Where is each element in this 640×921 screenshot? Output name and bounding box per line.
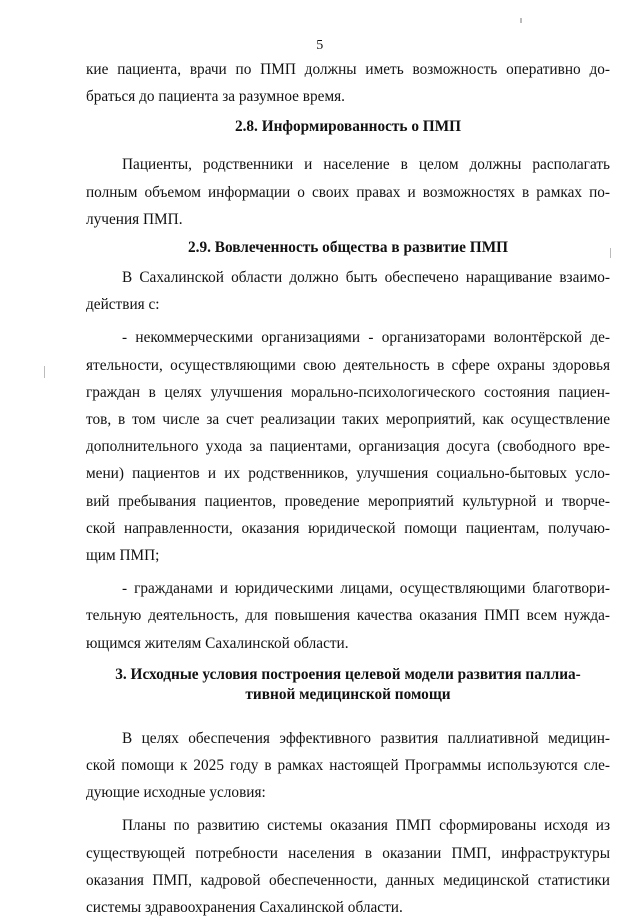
text-line: ятельности, осуществляющими свою деятельность в сфере охраны здоровья <box>86 356 610 374</box>
text-line: граждан в целях улучшения морально-психологического состояния пациен- <box>86 383 610 401</box>
text-line: ской помощи к 2025 году в рамках настоящей Программы используются сле- <box>86 757 610 775</box>
text-line: дополнительного ухода за пациентами, организация досуга (свободного вре- <box>86 438 610 456</box>
scan-speck <box>610 248 611 258</box>
paragraph-initial-conditions <box>86 725 610 807</box>
text-line: системы здравоохранения Сахалинской области. <box>86 899 403 917</box>
text-line: ской направленности, оказания юридической помощи пациентам, получаю- <box>86 519 610 537</box>
text-line: лучения ПМП. <box>86 210 183 228</box>
scan-speck <box>44 366 45 378</box>
paragraph-informedness <box>86 151 610 233</box>
text-line: Планы по развитию системы оказания ПМП сформированы исходя из <box>122 817 610 835</box>
text-line: тельную деятельность, для повышения качества оказания ПМП всем нужда- <box>86 607 610 625</box>
document-body <box>86 56 610 921</box>
section-heading-3-line2: тивной медицинской помощи <box>245 685 451 703</box>
text-line: существующей потребности населения в оказании ПМП, инфраструктуры <box>86 844 610 862</box>
text-line: мени) пациентов и их родственников, улучшения социально-бытовых усло- <box>86 465 610 483</box>
text-line: щим ПМП; <box>86 547 160 565</box>
scan-speck <box>520 18 522 23</box>
text-line: В целях обеспечения эффективного развития паллиативной медицин- <box>122 729 610 747</box>
section-heading-3-line1: 3. Исходные условия построения целевой модели развития паллиа- <box>115 665 581 683</box>
text-line: вий пребывания пациентов, проведение мероприятий культурной и творче- <box>86 492 610 510</box>
page-number: 5 <box>316 38 324 53</box>
text-line: дующие исходные условия: <box>86 784 266 802</box>
paragraph-continuation <box>86 56 610 110</box>
text-line: - гражданами и юридическими лицами, осуществляющими благотвори- <box>122 580 610 598</box>
text-line: ющимся жителям Сахалинской области. <box>86 634 349 652</box>
list-item-nonprofits <box>86 324 610 569</box>
list-item-citizens <box>86 575 610 657</box>
section-heading-2-9: 2.9. Вовлеченность общества в развитие ПМП <box>187 239 509 257</box>
text-line: Пациенты, родственники и население в целом должны располагать <box>122 156 610 174</box>
text-line: - некоммерческими организациями - организаторами волонтёрской де- <box>122 329 610 347</box>
text-line: кие пациента, врачи по ПМП должны иметь возможность оперативно до- <box>86 61 610 78</box>
text-line: браться до пациента за разумное время. <box>86 88 345 106</box>
text-line: полным объемом информации о своих правах и возможностях в рамках по- <box>86 183 610 201</box>
paragraph-intro <box>86 264 610 318</box>
section-heading-3 <box>86 665 610 705</box>
text-line: В Сахалинской области должно быть обеспечено наращивание взаимо- <box>122 269 610 287</box>
text-line: тов, в том числе за счет реализации таких мероприятий, как осуществление <box>86 411 610 429</box>
text-line: оказания ПМП, кадровой обеспеченности, данных медицинской статистики <box>86 871 610 889</box>
section-heading-2-8: 2.8. Информированность о ПМП <box>234 118 462 136</box>
text-line: действия с: <box>86 296 160 314</box>
